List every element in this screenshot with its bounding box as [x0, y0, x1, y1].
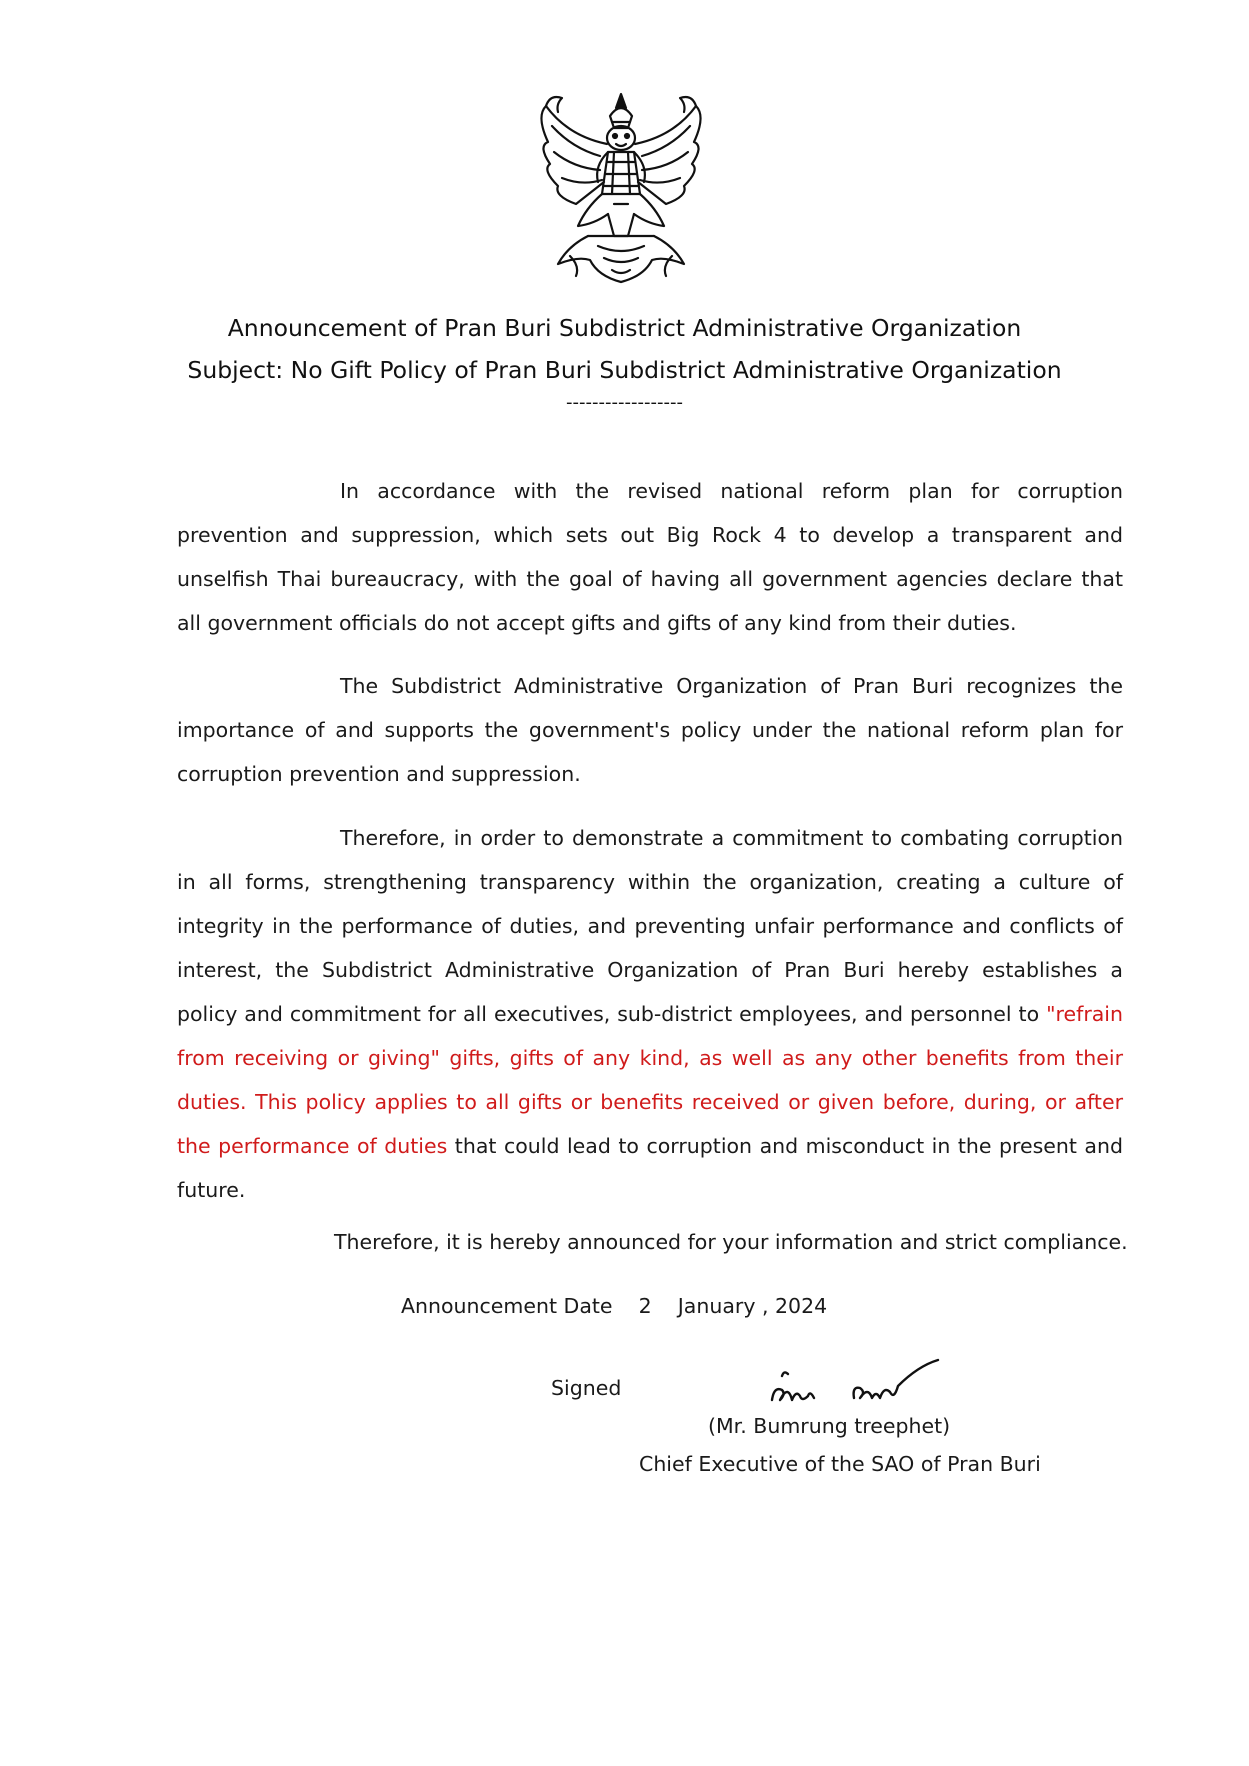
paragraph-3-intro: Therefore, in order to demonstrate a commitment to combating corruption in all forms, strengthening transparency within the organization, creating a culture of integrity in the performance of duties, and preventing unfair performance and conflicts of interest, the Subdistrict Administrative Organization of Pran Buri hereby establishes a policy and commitment for all executives, sub-district employees, and personnel to — [177, 826, 1123, 1026]
handwritten-signature — [768, 1356, 948, 1416]
paragraph-1-text: In accordance with the revised national reform plan for corruption prevention and suppression, which sets out Big Rock 4 to develop a transparent and unselfish Thai bureaucracy, with the goal of having all government agencies declare that all government officials do not accept gifts and gifts of any kind from their duties. — [177, 479, 1123, 635]
body-paragraph-1 — [177, 469, 1123, 645]
closing-statement: Therefore, it is hereby announced for your information and strict compliance. — [334, 1230, 1128, 1254]
date-label: Announcement Date — [401, 1294, 613, 1318]
paragraph-3-end: that could lead to corruption and misconduct in the present and future. — [177, 1134, 1123, 1202]
garuda-emblem-icon — [528, 86, 714, 290]
signed-label: Signed — [551, 1376, 622, 1400]
paragraph-3-text — [177, 816, 1123, 1212]
title-separator: ------------------ — [566, 392, 683, 413]
announcement-date — [401, 1294, 827, 1318]
body-paragraph-3 — [177, 816, 1123, 1212]
date-day: 2 — [638, 1294, 652, 1318]
policy-highlight: "refrain from receiving or giving" gifts, gifts of any kind, as well as any other benefits from their duties. This policy applies to all gifts or benefits received or given before, during, or after the performance of duties — [177, 1002, 1123, 1158]
announcement-subject: Subject: No Gift Policy of Pran Buri Subdistrict Administrative Organization — [187, 356, 1062, 384]
signer-position: Chief Executive of the SAO of Pran Buri — [639, 1452, 1041, 1476]
body-paragraph-2 — [177, 664, 1123, 796]
date-month-year: January , 2024 — [677, 1294, 828, 1318]
signer-name: (Mr. Bumrung treephet) — [708, 1414, 951, 1438]
paragraph-2-text: The Subdistrict Administrative Organization of Pran Buri recognizes the importance of and supports the government's policy under the national reform plan for corruption prevention and suppression. — [177, 674, 1123, 786]
announcement-title: Announcement of Pran Buri Subdistrict Administrative Organization — [227, 314, 1022, 342]
